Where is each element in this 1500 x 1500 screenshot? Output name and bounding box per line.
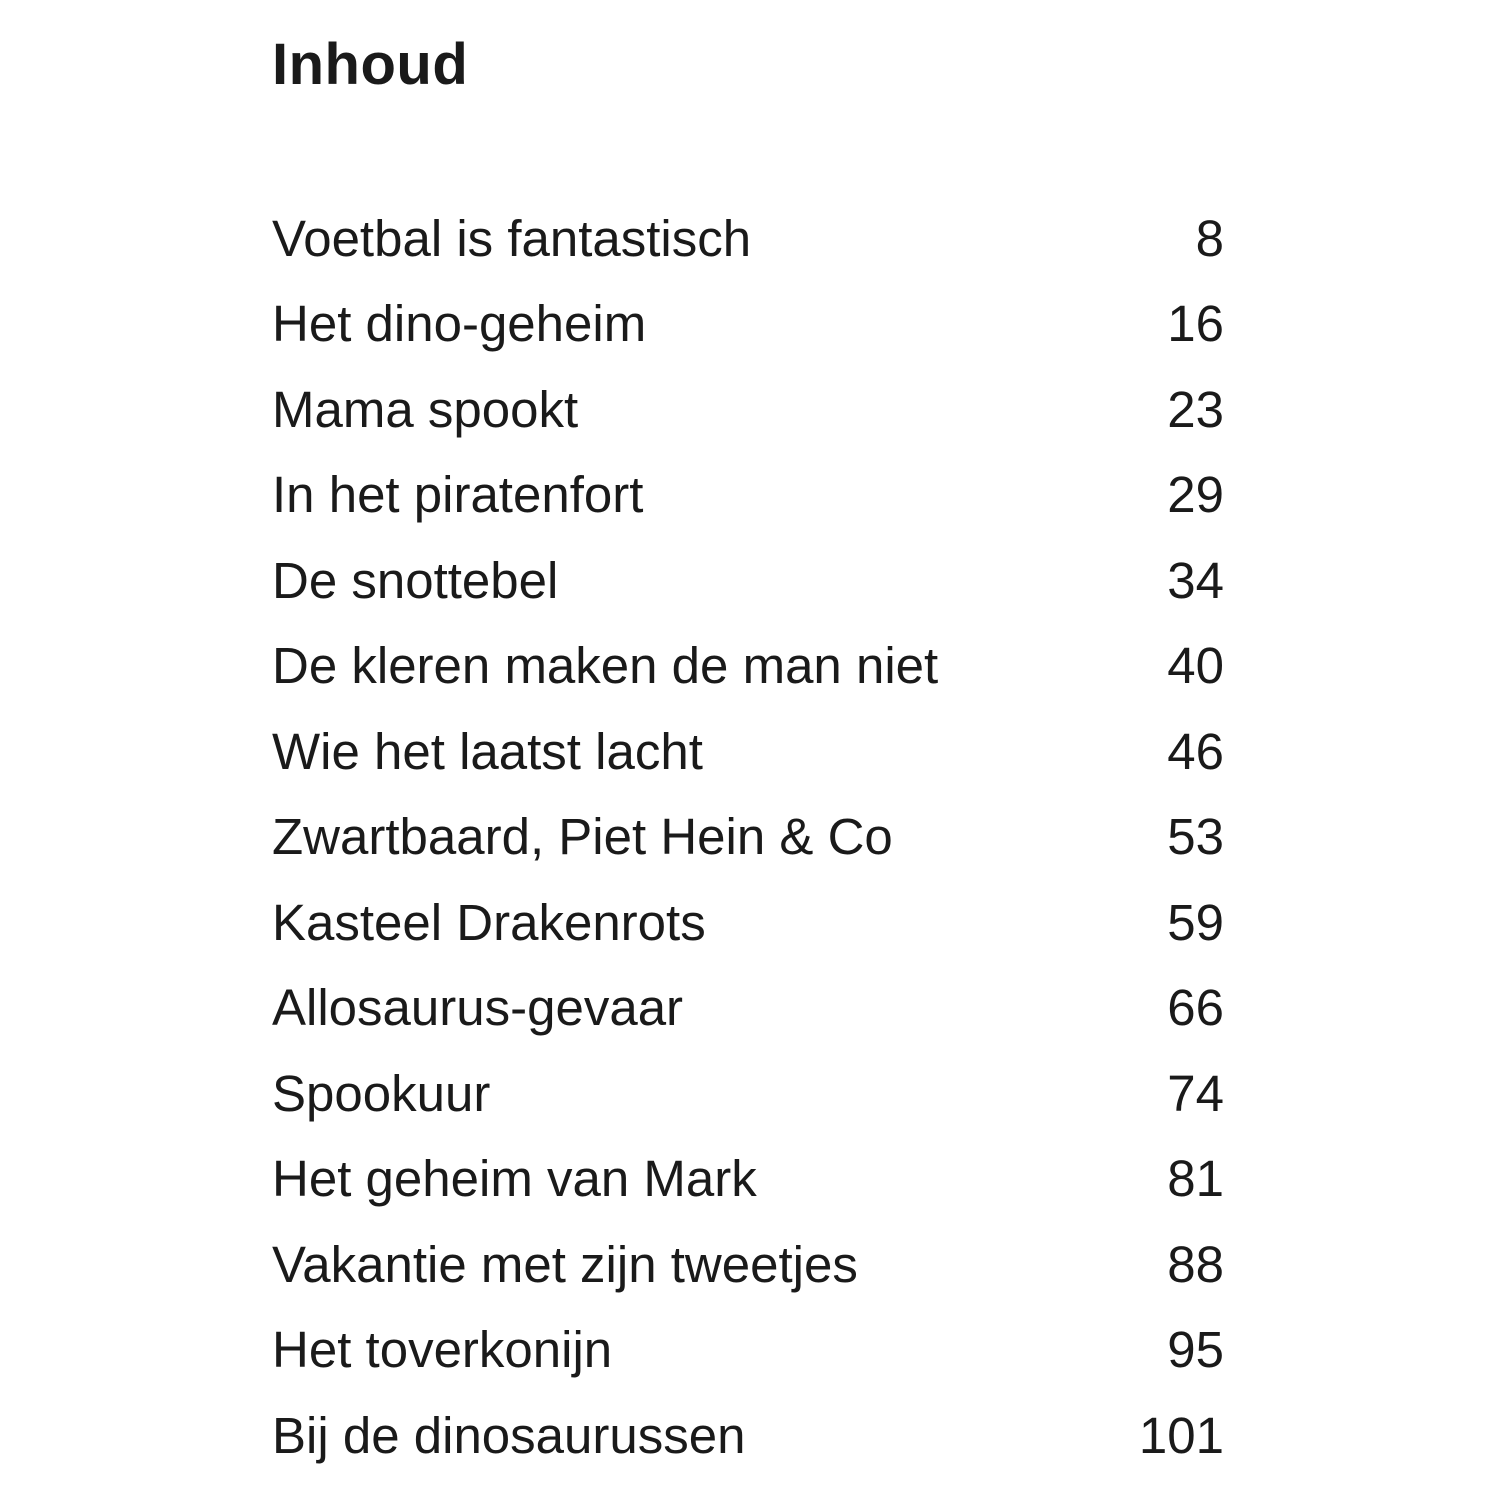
toc-entry-title: De kleren maken de man niet bbox=[272, 637, 939, 695]
toc-entry bbox=[272, 1308, 1224, 1394]
toc-entry bbox=[272, 966, 1224, 1052]
toc-entry-title: Het geheim van Mark bbox=[272, 1150, 757, 1208]
toc-entry bbox=[272, 709, 1224, 795]
toc-entry-page-number: 53 bbox=[1167, 808, 1224, 866]
toc-entry-page-number: 40 bbox=[1167, 637, 1224, 695]
toc-entry-page-number: 81 bbox=[1167, 1150, 1224, 1208]
toc-entry bbox=[272, 196, 1224, 282]
toc-entry bbox=[272, 1222, 1224, 1308]
toc-entry-page-number: 29 bbox=[1167, 466, 1224, 524]
toc-entry-title: Zwartbaard, Piet Hein & Co bbox=[272, 808, 893, 866]
toc-entry-title: Kasteel Drakenrots bbox=[272, 893, 706, 951]
toc-entry bbox=[272, 1137, 1224, 1223]
toc-entry-page-number: 16 bbox=[1167, 295, 1224, 353]
toc-entry-title: Wie het laatst lacht bbox=[272, 722, 703, 780]
toc-entry-page-number: 8 bbox=[1195, 209, 1224, 267]
toc-entry bbox=[272, 1051, 1224, 1137]
toc-entry-title: Allosaurus-gevaar bbox=[272, 979, 684, 1037]
table-of-contents bbox=[272, 196, 1224, 1479]
toc-entry bbox=[272, 795, 1224, 881]
toc-entry-page-number: 59 bbox=[1167, 893, 1224, 951]
toc-entry bbox=[272, 282, 1224, 368]
toc-entry-page-number: 101 bbox=[1138, 1406, 1224, 1464]
toc-entry-title: Spookuur bbox=[272, 1064, 491, 1122]
toc-entry-page-number: 88 bbox=[1167, 1235, 1224, 1293]
toc-entry-page-number: 74 bbox=[1167, 1064, 1224, 1122]
toc-entry-title: In het piratenfort bbox=[272, 466, 644, 524]
toc-entry-page-number: 46 bbox=[1167, 722, 1224, 780]
toc-entry bbox=[272, 453, 1224, 539]
toc-entry bbox=[272, 624, 1224, 710]
toc-entry bbox=[272, 367, 1224, 453]
toc-entry-title: Het toverkonijn bbox=[272, 1321, 613, 1379]
toc-entry-title: Voetbal is fantastisch bbox=[272, 209, 752, 267]
toc-entry-title: Mama spookt bbox=[272, 380, 579, 438]
toc-entry-title: Vakantie met zijn tweetjes bbox=[272, 1235, 858, 1293]
toc-entry-page-number: 66 bbox=[1167, 979, 1224, 1037]
toc-entry bbox=[272, 880, 1224, 966]
toc-entry-page-number: 23 bbox=[1167, 380, 1224, 438]
toc-entry-title: De snottebel bbox=[272, 551, 559, 609]
toc-entry bbox=[272, 538, 1224, 624]
toc-entry-title: Het dino-geheim bbox=[272, 295, 647, 353]
toc-entry-title: Bij de dinosaurussen bbox=[272, 1406, 746, 1464]
toc-entry bbox=[272, 1393, 1224, 1479]
toc-entry-page-number: 34 bbox=[1167, 551, 1224, 609]
page-title: Inhoud bbox=[272, 32, 469, 97]
toc-entry-page-number: 95 bbox=[1167, 1321, 1224, 1379]
